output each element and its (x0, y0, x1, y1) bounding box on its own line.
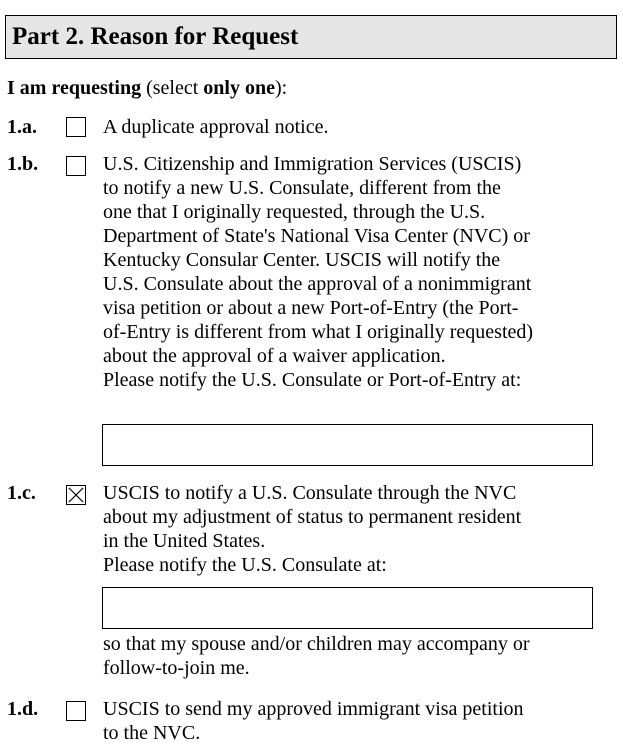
item-1b-number: 1.b. (7, 153, 39, 175)
checkbox-1b[interactable] (66, 156, 86, 176)
item-1b-text (103, 152, 603, 392)
item-1a-text (103, 115, 603, 139)
check-x-icon (67, 486, 85, 504)
item-1c-line: Please notify the U.S. Consulate at: (103, 554, 387, 576)
item-1c-after-line: so that my spouse and/or children may accompany or (103, 633, 530, 655)
consulate-or-port-of-entry-input[interactable] (102, 424, 593, 466)
item-1c-text (103, 481, 603, 577)
item-1b-line: Kentucky Consular Center. USCIS will notify the (103, 249, 501, 271)
intro-bold-1: I am requesting (7, 77, 142, 99)
item-1d-line: USCIS to send my approved immigrant visa petition (103, 698, 524, 720)
item-1c-line: USCIS to notify a U.S. Consulate through the NVC (103, 482, 517, 504)
checkbox-1a[interactable] (66, 117, 86, 137)
item-1b-line: Please notify the U.S. Consulate or Port-of-Entry at: (103, 369, 522, 391)
item-1d-line: to the NVC. (103, 722, 201, 744)
request-instructions (7, 76, 287, 100)
item-1c-after-text (103, 632, 603, 680)
section-title: Part 2. Reason for Request (12, 23, 299, 50)
item-1b-line: visa petition or about a new Port-of-Entry (the Port- (103, 297, 519, 319)
intro-bold-2: only one (203, 77, 275, 99)
item-1b-line: U.S. Citizenship and Immigration Services (USCIS) (103, 153, 522, 175)
item-1b-line: about the approval of a waiver application. (103, 345, 446, 367)
item-1b-line: to notify a new U.S. Consulate, different from the (103, 177, 501, 199)
item-1c-line: in the United States. (103, 530, 266, 552)
item-1b-line: of-Entry is different from what I originally requested) (103, 321, 534, 343)
item-1c-after-line: follow-to-join me. (103, 657, 250, 679)
item-1b-line: Department of State's National Visa Center (NVC) or (103, 225, 530, 247)
checkbox-1d[interactable] (66, 701, 86, 721)
item-1b-line: U.S. Consulate about the approval of a nonimmigrant (103, 273, 532, 295)
checkbox-1c[interactable] (66, 485, 86, 505)
item-1a-number: 1.a. (7, 116, 37, 138)
intro-text-1: (select (141, 77, 204, 99)
item-1a-line: A duplicate approval notice. (103, 116, 329, 138)
consulate-input[interactable] (102, 587, 593, 629)
item-1d-text (103, 697, 603, 745)
item-1c-line: about my adjustment of status to permanent resident (103, 506, 522, 528)
item-1d-number: 1.d. (7, 698, 39, 720)
item-1b-line: one that I originally requested, through the U.S. (103, 201, 486, 223)
item-1c-number: 1.c. (7, 482, 36, 504)
intro-text-2: ): (274, 77, 288, 99)
section-header (5, 15, 617, 59)
